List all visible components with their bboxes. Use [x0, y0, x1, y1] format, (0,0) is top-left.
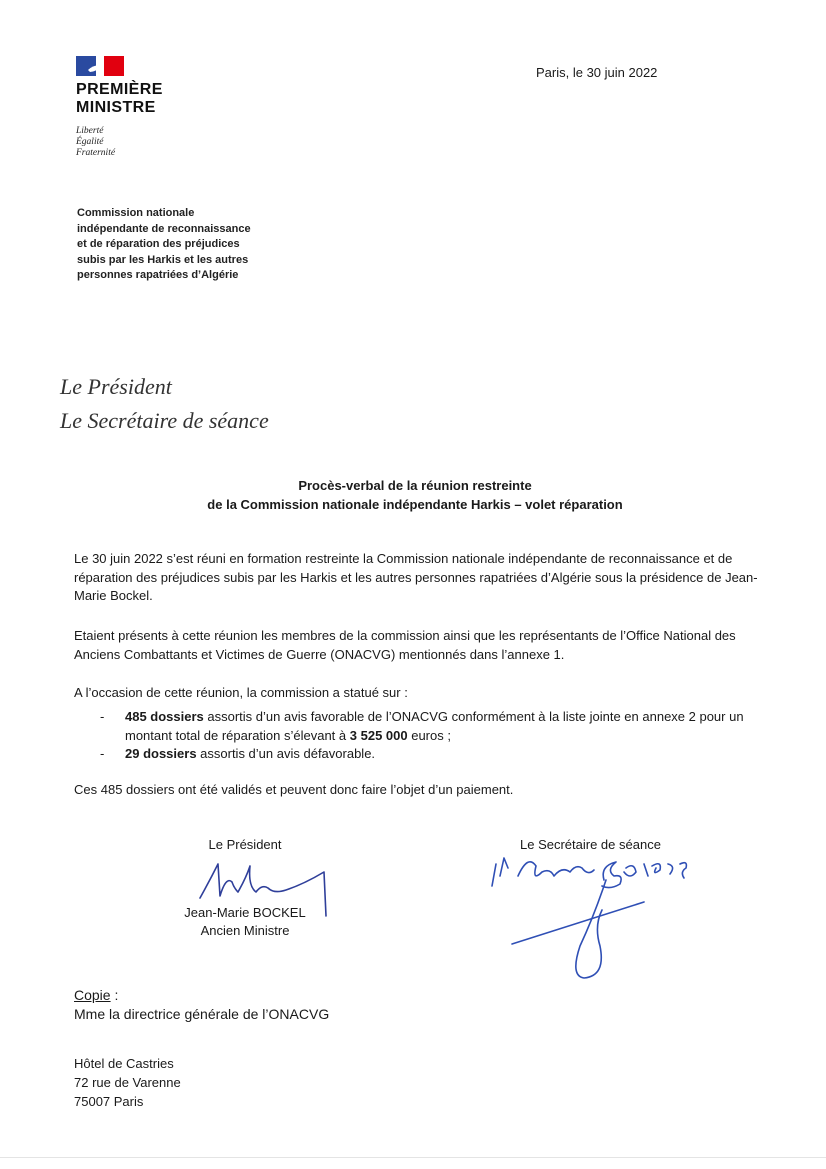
motto-egalite: Égalité: [76, 137, 104, 147]
script-president: Le Président: [60, 374, 172, 399]
secretary-signature-icon: [484, 846, 714, 986]
title-line2: de la Commission nationale indépendante Harkis – volet réparation: [207, 497, 623, 512]
copy-section: [74, 986, 329, 1024]
president-label: Le Président: [208, 837, 282, 852]
unfavorable-count: 29 dossiers: [125, 746, 197, 761]
paragraph-validation: Ces 485 dossiers ont été validés et peuvent donc faire l’objet d’un paiement.: [74, 782, 514, 797]
marianne-logo-icon: [76, 56, 124, 78]
script-secretary: Le Secrétaire de séance: [60, 408, 269, 433]
list-item: - 29 dossiers assortis d’un avis défavorable.: [100, 745, 770, 764]
republic-motto: [76, 126, 115, 159]
secretary-label: Le Secrétaire de séance: [520, 837, 661, 852]
total-amount: 3 525 000: [349, 727, 408, 743]
address-line1: Hôtel de Castries: [74, 1056, 174, 1071]
list-dash: -: [100, 709, 105, 724]
commission-name: Commission nationale indépendante de reconnaissance et de réparation des préjudices subis par les Harkis et les autres personnes rapatriées d’Algérie: [77, 207, 251, 281]
president-name: Jean-Marie BOCKEL: [184, 905, 306, 920]
title-line1: Procès-verbal de la réunion restreinte: [298, 478, 532, 493]
brand-line1: PREMIÈRE: [76, 81, 163, 98]
motto-liberte: Liberté: [76, 126, 104, 136]
president-signature-icon: [196, 858, 336, 920]
list-item: - 485 dossiers assortis d’un avis favorable de l’ONACVG conformément à la liste jointe en annexe 2 pour un montant total de réparation s’élevant à 3 525 000 euros ;: [100, 709, 744, 743]
address-line3: 75007 Paris: [74, 1094, 144, 1109]
president-title: Ancien Ministre: [200, 923, 290, 938]
address-line2: 72 rue de Varenne: [74, 1075, 181, 1090]
list-dash: -: [100, 746, 105, 761]
page-bottom-edge: [0, 1157, 826, 1158]
paragraph-meeting: Le 30 juin 2022 s’est réuni en formation restreinte la Commission nationale indépendante de reconnaissance et de réparation des préjudices subis par les Harkis et les autres personnes rapatriées d’Algérie sous la présidence de Jean-Marie Bockel.: [74, 551, 758, 603]
brand-line2: MINISTRE: [76, 99, 156, 116]
favorable-count: 485 dossiers: [125, 709, 204, 724]
decision-list: [100, 708, 770, 764]
paragraph-decision-intro: A l’occasion de cette réunion, la commission a statué sur :: [74, 685, 408, 700]
copy-label: Copie: [74, 987, 111, 1003]
document-title: [150, 476, 680, 514]
motto-fraternite: Fraternité: [76, 148, 116, 158]
copy-heading: Copie :: [74, 987, 119, 1003]
address-block: [74, 1054, 181, 1111]
paragraph-attendees: Etaient présents à cette réunion les membres de la commission ainsi que les représentants de l’Office National des Anciens Combattants et Victimes de Guerre (ONACVG) mentionnés dans l’annexe 1.: [74, 628, 736, 662]
copy-recipient: Mme la directrice générale de l’ONACVG: [74, 1006, 330, 1022]
brand-name: [76, 81, 163, 117]
script-headings: [60, 370, 269, 438]
document-date: Paris, le 30 juin 2022: [536, 65, 658, 80]
